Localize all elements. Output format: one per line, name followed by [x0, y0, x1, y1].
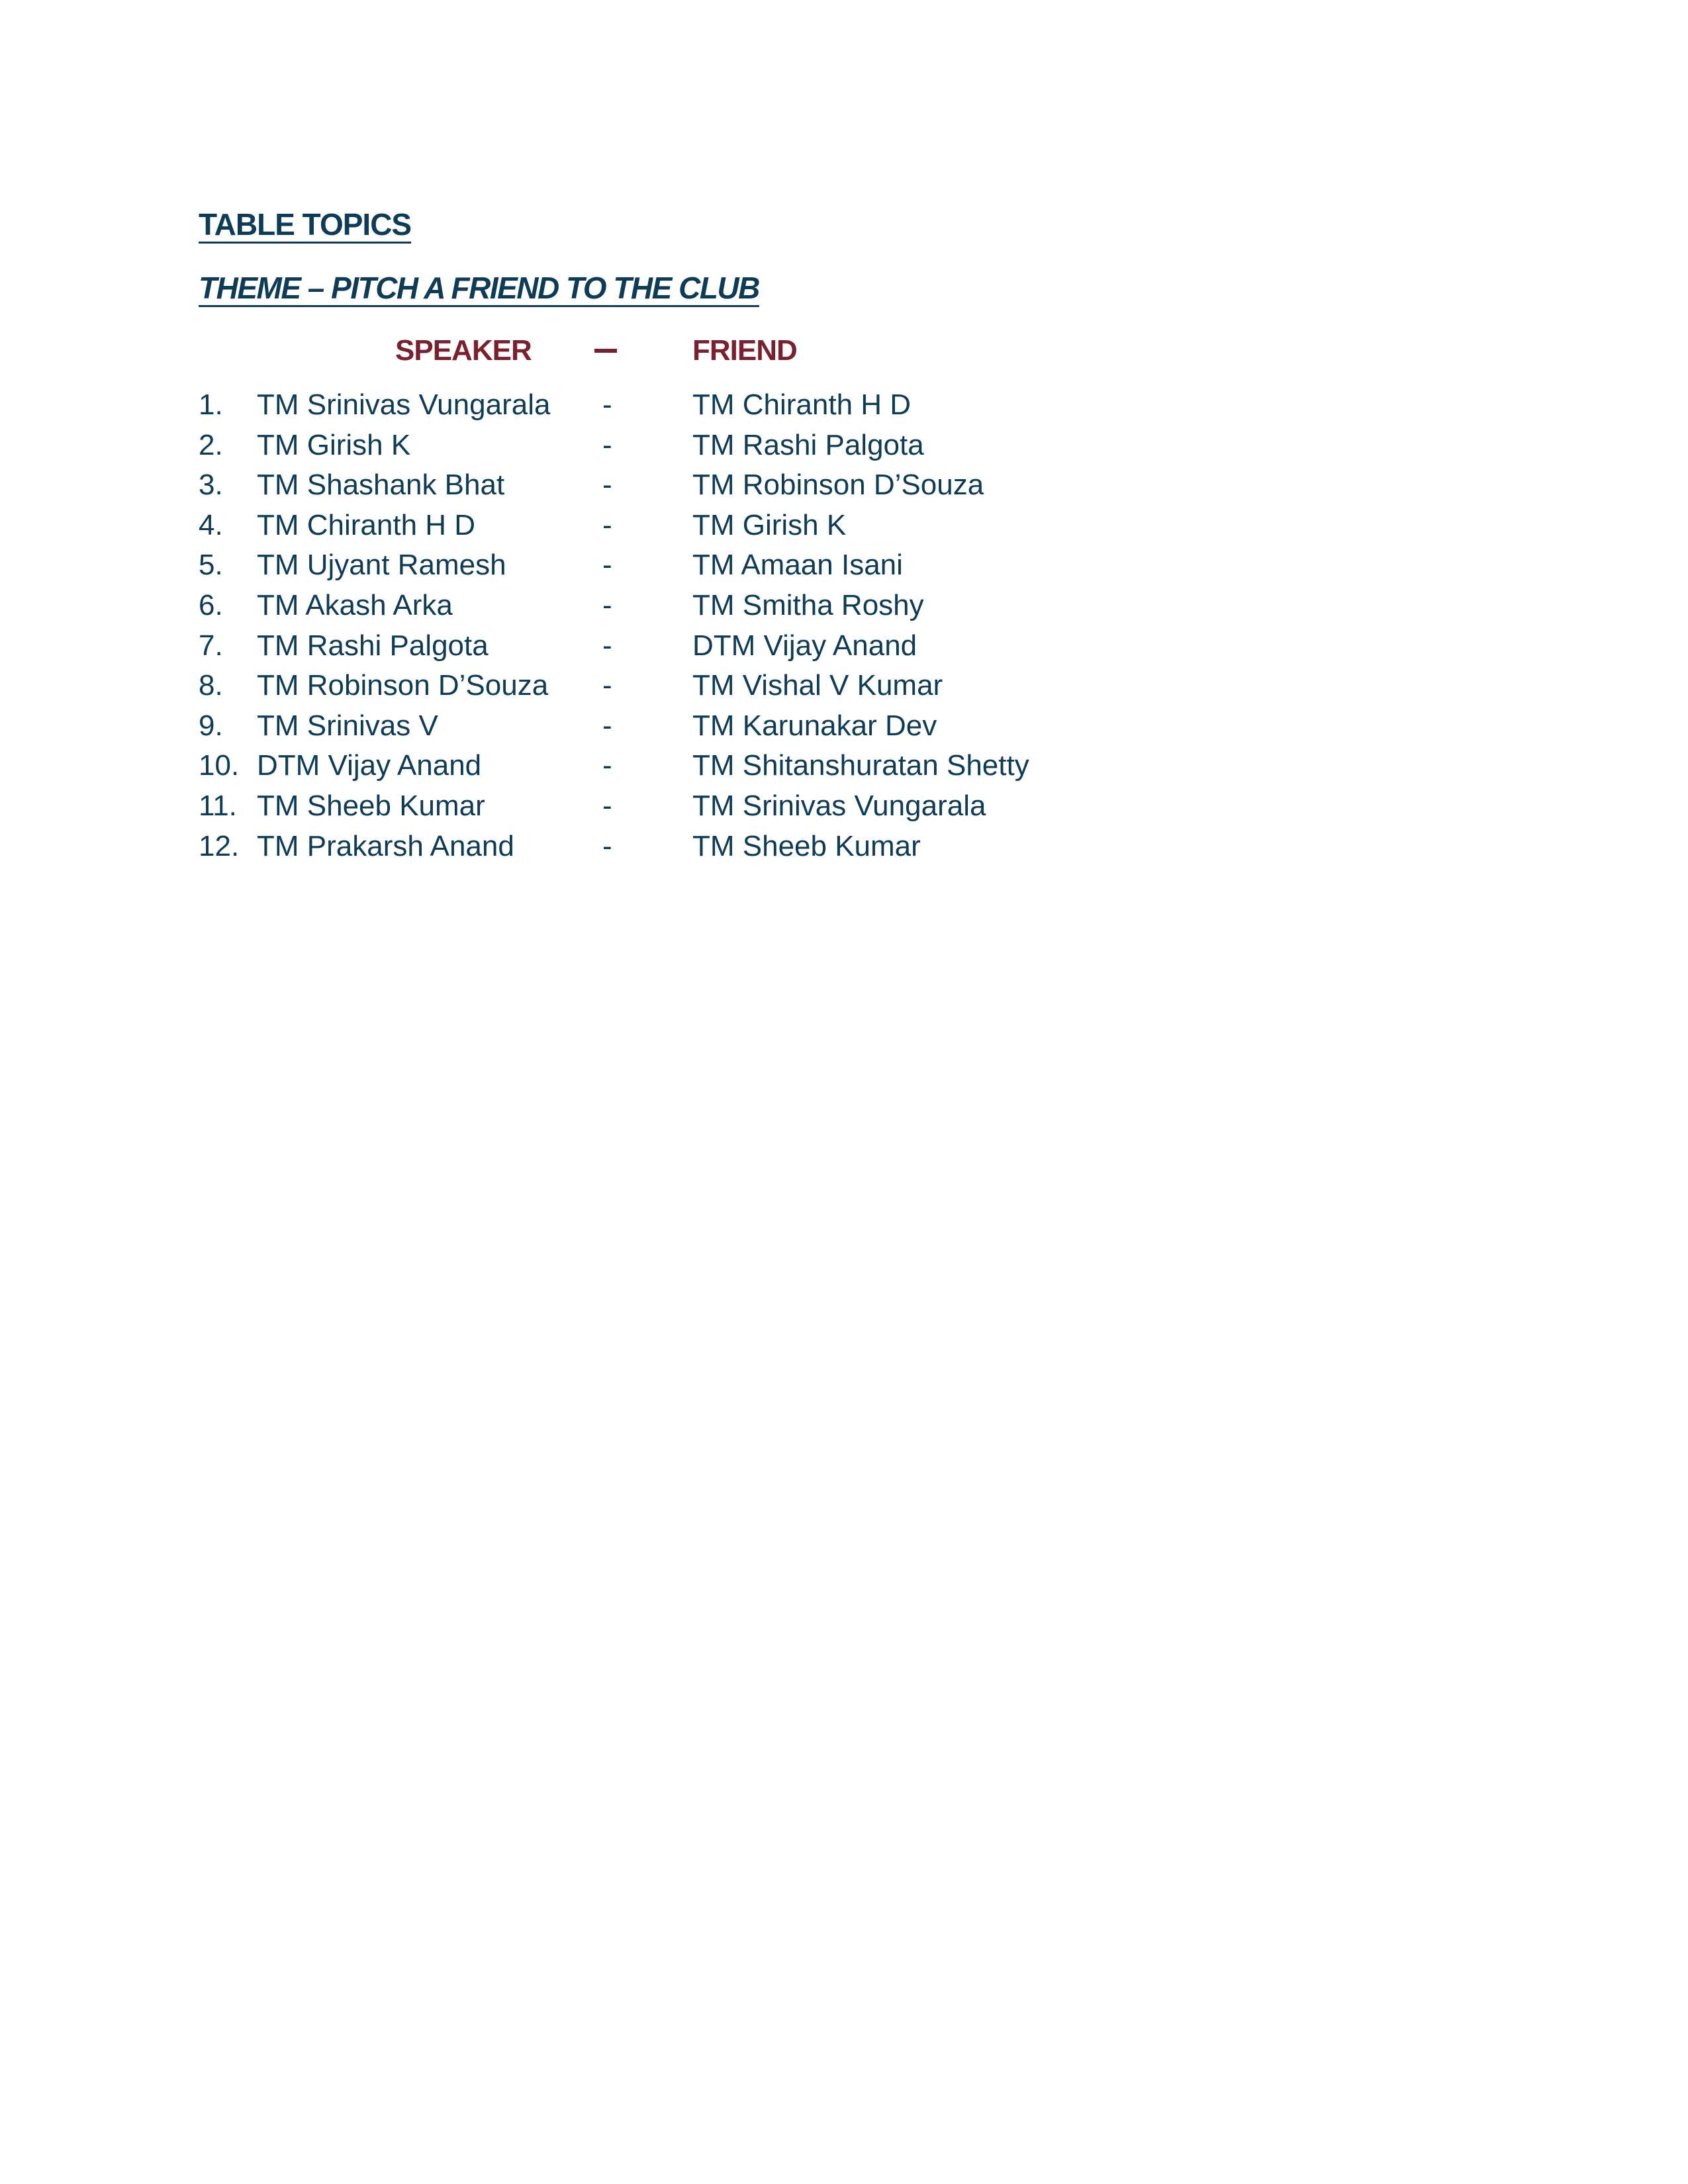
- speaker-name: TM Robinson D’Souza: [257, 669, 549, 702]
- list-item: [199, 549, 1125, 589]
- friend-name: TM Amaan Isani: [692, 549, 903, 582]
- pair-separator: -: [602, 388, 612, 421]
- header-dash-separator: [594, 349, 617, 353]
- item-number: 2.: [199, 428, 223, 461]
- friend-name: TM Girish K: [692, 508, 847, 541]
- pair-separator: -: [602, 749, 612, 782]
- speaker-name: TM Akash Arka: [257, 588, 453, 621]
- speaker-name: TM Chiranth H D: [257, 508, 476, 541]
- list-item: [199, 469, 1125, 509]
- theme-title: THEME – PITCH A FRIEND TO THE CLUB: [199, 271, 759, 305]
- friend-name: TM Shitanshuratan Shetty: [692, 749, 1029, 782]
- speaker-name: TM Rashi Palgota: [257, 629, 489, 662]
- speaker-name: TM Girish K: [257, 428, 411, 461]
- friend-column-header: FRIEND: [692, 334, 797, 367]
- friend-name: DTM Vijay Anand: [692, 629, 917, 662]
- pair-separator: -: [602, 549, 612, 582]
- speaker-name: TM Prakarsh Anand: [257, 829, 514, 862]
- friend-name: TM Chiranth H D: [692, 388, 912, 421]
- item-number: 4.: [199, 508, 223, 541]
- speaker-name: DTM Vijay Anand: [257, 749, 482, 782]
- friend-name: TM Sheeb Kumar: [692, 829, 921, 862]
- section-title: TABLE TOPICS: [199, 207, 412, 242]
- pair-separator: -: [602, 709, 612, 742]
- pair-separator: -: [602, 669, 612, 702]
- speaker-name: TM Sheeb Kumar: [257, 789, 485, 822]
- pair-separator: -: [602, 508, 612, 541]
- list-item: [199, 388, 1125, 429]
- list-item: [199, 709, 1125, 750]
- item-number: 9.: [199, 709, 223, 742]
- list-item: [199, 830, 1125, 870]
- speaker-name: TM Srinivas Vungarala: [257, 388, 551, 421]
- item-number: 8.: [199, 669, 223, 702]
- pair-separator: -: [602, 789, 612, 822]
- pair-separator: -: [602, 428, 612, 461]
- item-number: 5.: [199, 549, 223, 582]
- friend-name: TM Robinson D’Souza: [692, 469, 984, 502]
- list-item: [199, 589, 1125, 629]
- item-number: 3.: [199, 469, 223, 502]
- pair-separator: -: [602, 629, 612, 662]
- list-item: [199, 509, 1125, 549]
- list-item: [199, 429, 1125, 469]
- pair-separator: -: [602, 588, 612, 621]
- item-number: 11.: [199, 789, 237, 822]
- friend-name: TM Srinivas Vungarala: [692, 789, 986, 822]
- item-number: 12.: [199, 829, 240, 862]
- speaker-name: TM Srinivas V: [257, 709, 438, 742]
- item-number: 7.: [199, 629, 223, 662]
- pair-separator: -: [602, 469, 612, 502]
- friend-name: TM Vishal V Kumar: [692, 669, 943, 702]
- pairing-list: [199, 388, 1125, 870]
- list-item: [199, 629, 1125, 670]
- friend-name: TM Smitha Roshy: [692, 588, 924, 621]
- speaker-name: TM Ujyant Ramesh: [257, 549, 506, 582]
- item-number: 1.: [199, 388, 223, 421]
- list-item: [199, 790, 1125, 830]
- list-item: [199, 669, 1125, 709]
- friend-name: TM Rashi Palgota: [692, 428, 924, 461]
- item-number: 10.: [199, 749, 240, 782]
- pair-separator: -: [602, 829, 612, 862]
- speaker-name: TM Shashank Bhat: [257, 469, 505, 502]
- list-item: [199, 749, 1125, 790]
- item-number: 6.: [199, 588, 223, 621]
- speaker-column-header: SPEAKER: [395, 334, 532, 367]
- friend-name: TM Karunakar Dev: [692, 709, 937, 742]
